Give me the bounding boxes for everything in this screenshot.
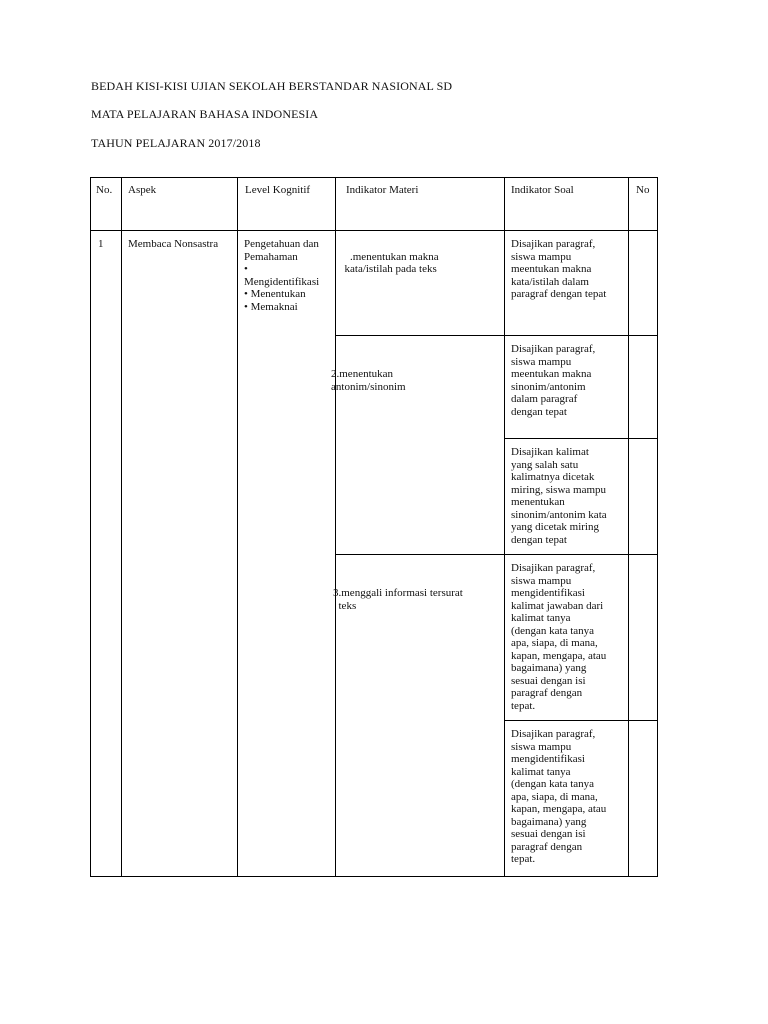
- soal-cell: Disajikan paragraf, siswa mampu mengidentifikasi kalimat tanya (dengan kata tanya apa, siapa, di mana, kapan, mengapa, atau bagaimana) yang sesuai dengan isi paragraf dengan tepat.: [511, 728, 607, 865]
- materi-cell: 2.menentukan antonim/sinonim: [331, 368, 406, 393]
- header-no-soal: No: [636, 184, 650, 196]
- aspek-cell: Membaca Nonsastra: [128, 238, 219, 250]
- year-title: TAHUN PELAJARAN 2017/2018: [91, 136, 261, 150]
- materi-cell: .menentukan makna kata/istilah pada teks: [344, 250, 439, 275]
- soal-cell: Disajikan paragraf, siswa mampu meentukan makna sinonim/antonim dalam paragraf dengan tepat: [511, 343, 596, 418]
- header-indikator-materi: Indikator Materi: [346, 184, 419, 196]
- soal-cell: Disajikan paragraf, siswa mampu meentukan makna kata/istilah dalam paragraf dengan tepat: [511, 238, 607, 300]
- document-title: BEDAH KISI-KISI UJIAN SEKOLAH BERSTANDAR NASIONAL SD: [91, 79, 453, 93]
- row-number: 1: [98, 238, 104, 250]
- subject-title: MATA PELAJARAN BAHASA INDONESIA: [91, 107, 319, 121]
- header-indikator-soal: Indikator Soal: [511, 184, 574, 196]
- materi-cell: 3.menggali informasi tersurat teks: [333, 587, 463, 612]
- header-no: No.: [96, 184, 113, 196]
- header-level-kognitif: Level Kognitif: [245, 184, 311, 196]
- soal-cell: Disajikan kalimat yang salah satu kalimatnya dicetak miring, siswa mampu menentukan sinonim/antonim kata yang dicetak miring dengan tepat: [511, 446, 607, 546]
- soal-cell: Disajikan paragraf, siswa mampu mengidentifikasi kalimat jawaban dari kalimat tanya (dengan kata tanya apa, siapa, di mana, kapan, mengapa, atau bagaimana) yang sesuai dengan isi paragraf dengan tepat.: [511, 562, 607, 712]
- kisi-kisi-table: [90, 177, 658, 877]
- level-kognitif-cell: Pengetahuan dan Pemahaman • Mengidentifikasi • Menentukan • Memaknai: [244, 238, 320, 313]
- header-aspek: Aspek: [128, 184, 157, 196]
